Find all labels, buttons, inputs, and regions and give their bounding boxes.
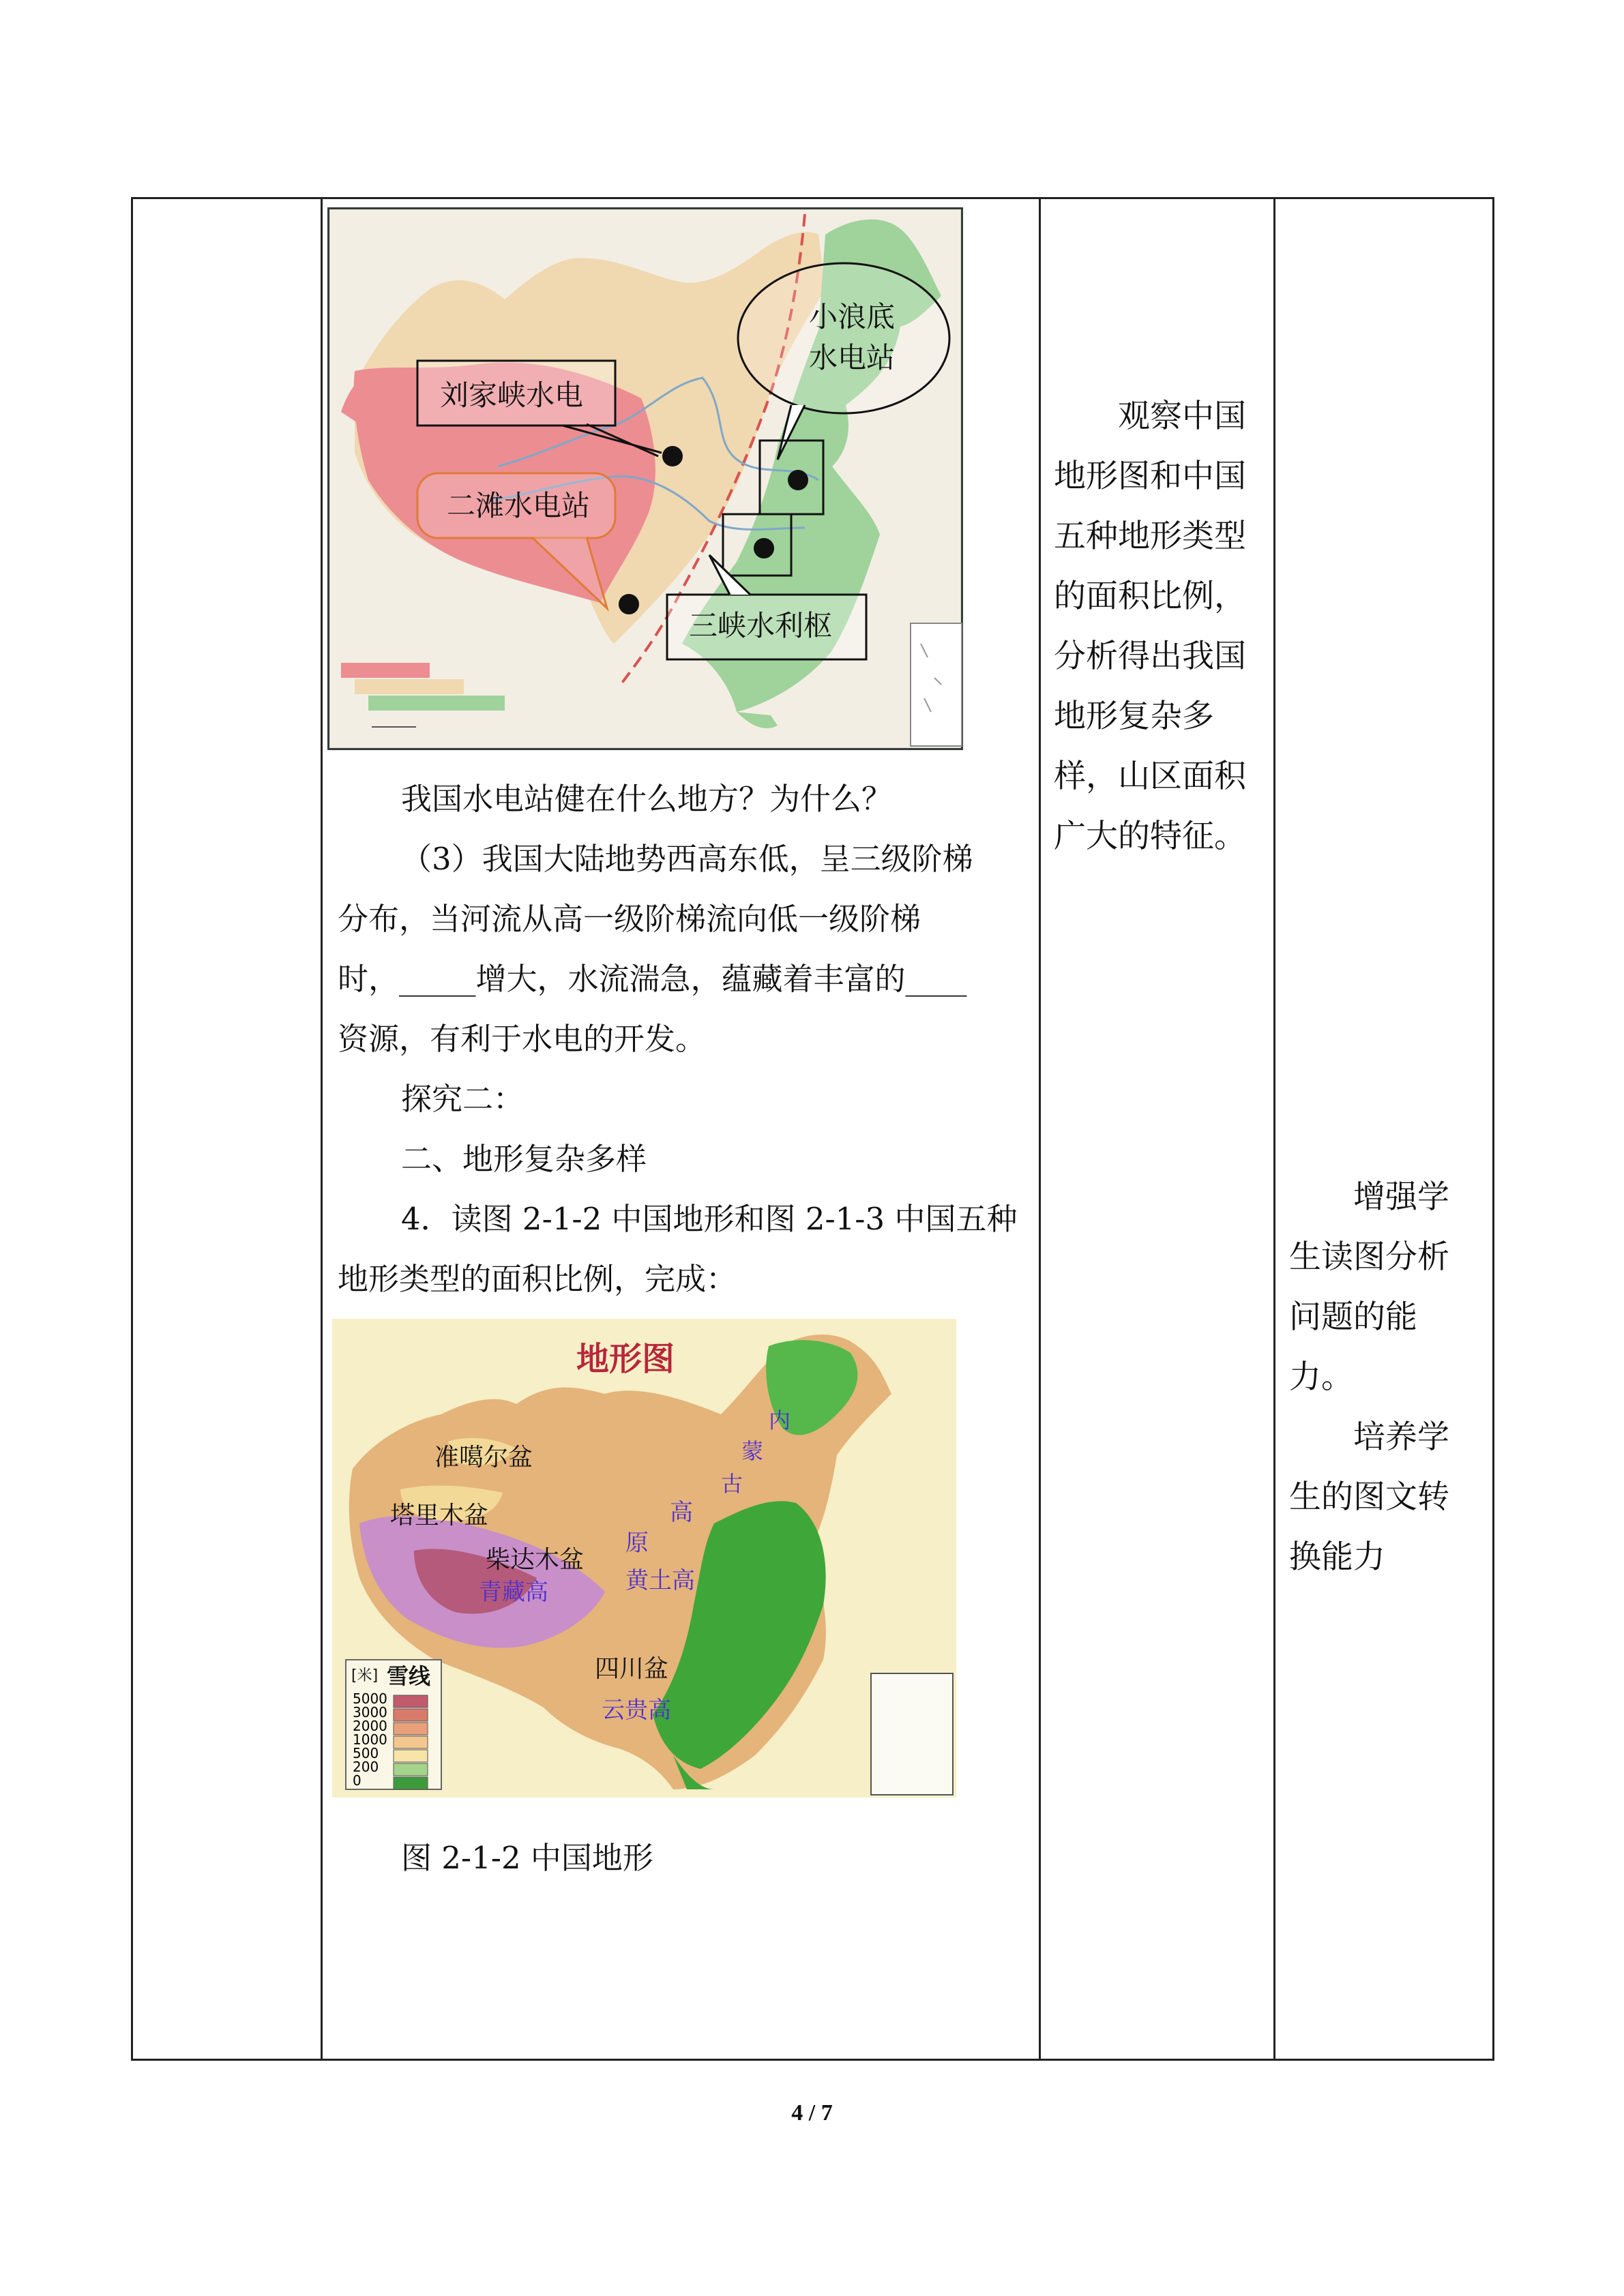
heading-explore-two: 探究二：: [401, 1081, 525, 1117]
legend-value: 500: [353, 1745, 379, 1761]
col3-line: 的面积比例，: [1054, 578, 1246, 615]
col3-line: 广大的特征。: [1054, 818, 1246, 855]
label-gao: 高: [670, 1499, 693, 1526]
legend-swatch: [394, 1736, 428, 1748]
legend-swatch: [394, 1750, 428, 1762]
label-xiaolangdi-2: 水电站: [809, 341, 896, 374]
label-liujiaxia: 刘家峡水电: [440, 378, 584, 412]
legend-value: 5000: [353, 1690, 387, 1707]
col4-line: 培养学: [1353, 1418, 1449, 1456]
col3-line: 地形图和中国: [1054, 458, 1246, 495]
legend-value: 0: [353, 1772, 361, 1789]
legend-value: 3000: [353, 1704, 387, 1720]
legend-swatch: [394, 1723, 428, 1735]
col4-line: 问题的能: [1289, 1298, 1417, 1336]
paragraph-question: 我国水电站健在什么地方？为什么？: [401, 781, 893, 817]
terrain-map: [332, 1319, 956, 1798]
col3-line: 分析得出我国: [1054, 638, 1246, 675]
table-divider-1: [321, 197, 323, 2061]
label-junggar: 准噶尔盆: [434, 1444, 533, 1472]
col3-line: 观察中国: [1118, 398, 1246, 435]
col4-line: 力。: [1289, 1358, 1353, 1396]
table-top-border: [131, 197, 1494, 199]
page-number: 4 / 7: [791, 2100, 833, 2126]
col3-line: 样，山区面积: [1054, 758, 1246, 795]
hydropower-map: [327, 207, 963, 750]
col4-line: 换能力: [1289, 1538, 1385, 1576]
figure-caption: 图 2-1-2 中国地形: [401, 1840, 653, 1876]
table-border-right: [1492, 197, 1494, 2061]
heading-terrain-diverse: 二、地形复杂多样: [401, 1141, 647, 1177]
table-divider-2: [1039, 197, 1041, 2061]
label-tarim: 塔里木盆: [390, 1502, 489, 1530]
table-divider-3: [1273, 197, 1275, 2061]
paragraph-terrain-steps-4: 资源，有利于水电的开发。: [338, 1021, 707, 1057]
label-yungui: 云贵高: [602, 1697, 671, 1724]
col3-line: 五种地形类型: [1054, 518, 1246, 555]
label-xiaolangdi-1: 小浪底: [809, 300, 896, 333]
col4-line: 生读图分析: [1289, 1238, 1449, 1276]
col4-line: 增强学: [1353, 1178, 1449, 1216]
label-huangtu: 黄土高: [625, 1567, 695, 1594]
column-3-notes: [1054, 387, 1246, 867]
label-sichuan: 四川盆: [595, 1655, 669, 1683]
col3-line: 地形复杂多: [1054, 698, 1214, 735]
legend-header: [米]: [351, 1667, 379, 1684]
legend-value: 2000: [353, 1718, 387, 1734]
label-ertan: 二滩水电站: [447, 489, 591, 522]
legend-swatch: [394, 1777, 428, 1789]
paragraph-terrain-steps: （3）我国大陆地势西高东低，呈三级阶梯: [401, 841, 973, 877]
table-border-left: [131, 197, 133, 2061]
legend-snowline: 雪线: [387, 1663, 431, 1689]
paragraph-terrain-steps-3: 时，_____增大，水流湍急，蕴藏着丰富的____: [338, 961, 967, 997]
label-qaidam: 柴达木盆: [486, 1546, 585, 1574]
label-yuan: 原: [625, 1530, 649, 1557]
map-title: 地形图: [576, 1340, 675, 1378]
paragraph-task-4-2: 地形类型的面积比例，完成：: [338, 1261, 737, 1297]
legend-value: 200: [353, 1759, 379, 1775]
col4-line: 生的图文转: [1289, 1478, 1449, 1516]
label-qingzang: 青藏高: [479, 1579, 548, 1606]
label-gu: 古: [721, 1471, 743, 1497]
table-bottom-border: [131, 2059, 1494, 2061]
label-nei: 内: [769, 1407, 791, 1433]
column-4-notes: [1289, 1167, 1449, 1587]
paragraph-task-4: 4．读图 2-1-2 中国地形和图 2-1-3 中国五种: [401, 1201, 1018, 1237]
legend-swatch: [394, 1709, 428, 1721]
legend-swatch: [394, 1695, 428, 1708]
legend-swatch: [394, 1763, 428, 1776]
paragraph-terrain-steps-2: 分布，当河流从高一级阶梯流向低一级阶梯: [338, 901, 921, 937]
label-meng: 蒙: [741, 1438, 764, 1464]
legend-value: 1000: [353, 1731, 387, 1748]
label-sanxia: 三峡水利枢: [689, 609, 833, 642]
